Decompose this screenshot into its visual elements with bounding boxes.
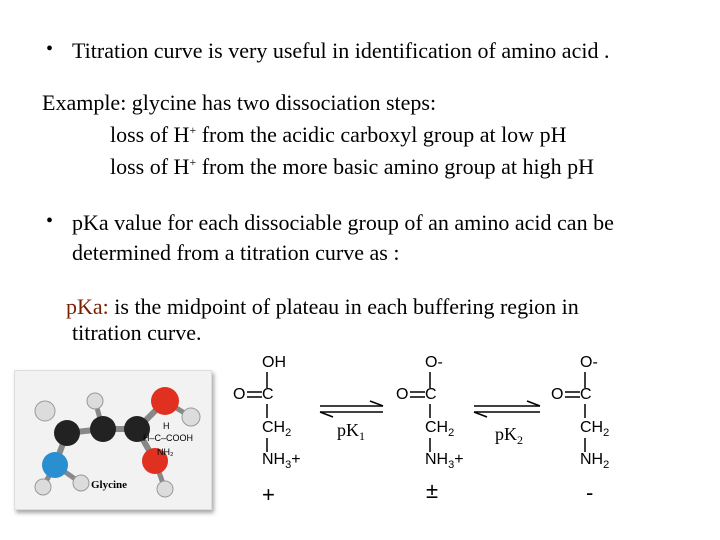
pka-definition-line2: titration curve. <box>72 320 202 345</box>
form2-net-charge: ± <box>426 478 439 503</box>
step-1-text: loss of H+ from the acidic carboxyl group at low pH <box>110 122 567 147</box>
example-text: Example: glycine has two dissociation steps: <box>42 90 437 115</box>
bullet-dot: • <box>46 210 54 232</box>
form2-ch2: $CH_2$ <box>425 419 455 439</box>
step-2-text: loss of H+ from the more basic amino group at high pH <box>110 154 594 179</box>
glycine-formula-nh2: NH₂ <box>157 447 174 457</box>
bullet-text-pka-line1: pKa value for each dissociable group of an amino acid can be <box>72 210 614 235</box>
form1-net-charge: + <box>262 482 275 507</box>
form3-ch2: $CH_2$ <box>580 419 610 439</box>
form2-c: C <box>425 386 437 403</box>
bullet-text-titration: Titration curve is very useful in identification of amino acid . <box>72 38 610 63</box>
pka-definition-line1: pKa: is the midpoint of plateau in each buffering region in <box>66 294 579 319</box>
form1-o: O <box>233 386 246 403</box>
form3-o: O <box>551 386 564 403</box>
glycine-formula-main: H–C–COOH <box>143 433 194 443</box>
form2-nh3: $NH_3+$ <box>425 451 464 471</box>
form3-nh2: $NH_2$ <box>580 451 610 471</box>
form1-nh3: $NH_3+$ <box>262 451 301 471</box>
pk1-label: $pK_1$ <box>337 420 365 443</box>
form3-o-minus: O- <box>580 354 598 371</box>
form3-net-charge: - <box>586 480 594 505</box>
form1-ch2: $CH_2$ <box>262 419 292 439</box>
form2-o-minus: O- <box>425 354 443 371</box>
form2-o: O <box>396 386 409 403</box>
bullet-text-pka-line2: determined from a titration curve as : <box>72 240 400 265</box>
glycine-formula-h: H <box>163 421 170 431</box>
form3-c: C <box>580 386 592 403</box>
form1-c: C <box>262 386 274 403</box>
pk2-label: $pK_2$ <box>495 424 523 447</box>
form1-oh: OH <box>262 354 286 371</box>
glycine-caption: Glycine <box>91 479 128 491</box>
bullet-dot: • <box>46 38 54 60</box>
